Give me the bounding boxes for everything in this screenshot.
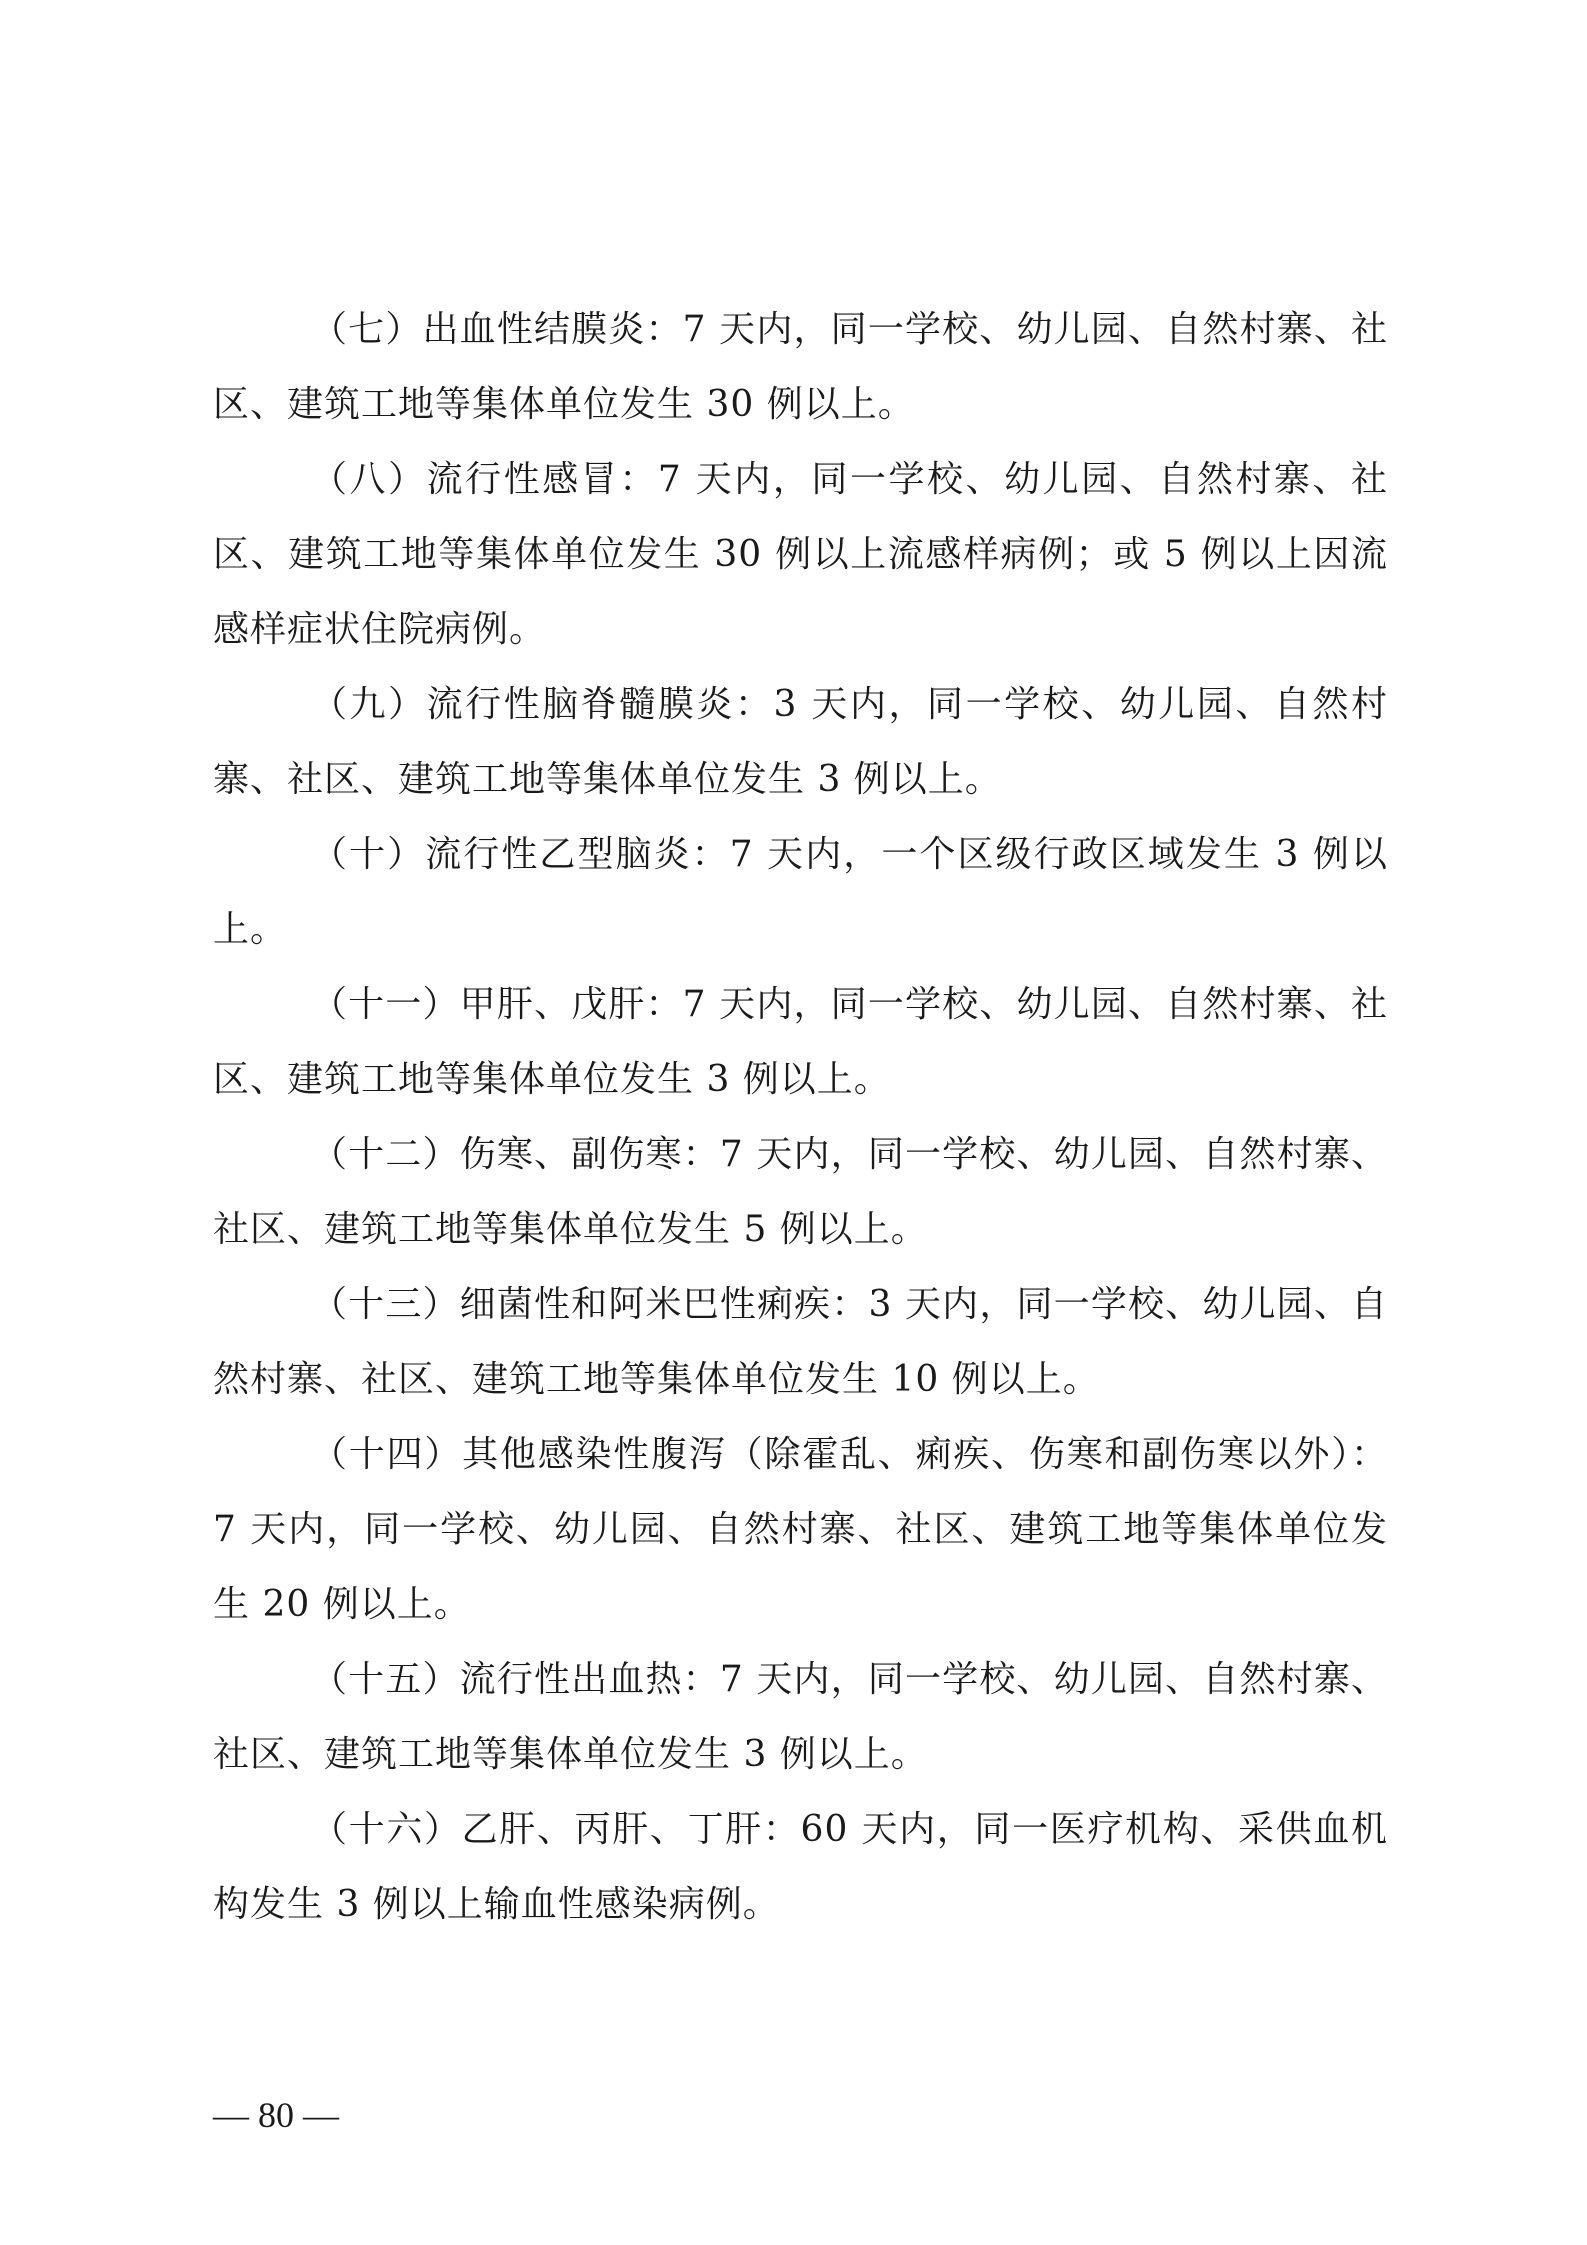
paragraph-item-8: （八）流行性感冒：7 天内，同一学校、幼儿园、自然村寨、社区、建筑工地等集体单位发生 30 例以上流感样病例；或 5 例以上因流感样症状住院病例。 [213,459,1388,650]
paragraph-item-14: （十四）其他感染性腹泻（除霍乱、痢疾、伤寒和副伤寒以外）：7 天内，同一学校、幼儿园、自然村寨、社区、建筑工地等集体单位发生 20 例以上。 [213,1434,1388,1625]
paragraph-item-16: （十六）乙肝、丙肝、丁肝：60 天内，同一医疗机构、采供血机构发生 3 例以上输血性感染病例。 [213,1809,1388,1925]
document-body [213,292,1388,1942]
paragraph-item-7: （七）出血性结膜炎：7 天内，同一学校、幼儿园、自然村寨、社区、建筑工地等集体单位发生 30 例以上。 [213,309,1388,425]
paragraph-item-10: （十）流行性乙型脑炎：7 天内，一个区级行政区域发生 3 例以上。 [213,834,1388,950]
paragraph-item-9: （九）流行性脑脊髓膜炎：3 天内，同一学校、幼儿园、自然村寨、社区、建筑工地等集体单位发生 3 例以上。 [213,684,1388,800]
paragraph-item-11: （十一）甲肝、戊肝：7 天内，同一学校、幼儿园、自然村寨、社区、建筑工地等集体单位发生 3 例以上。 [213,984,1388,1100]
page-number: — 80 — [213,2095,339,2135]
paragraph-item-13: （十三）细菌性和阿米巴性痢疾：3 天内，同一学校、幼儿园、自然村寨、社区、建筑工地等集体单位发生 10 例以上。 [213,1284,1388,1400]
paragraph-item-15: （十五）流行性出血热：7 天内，同一学校、幼儿园、自然村寨、社区、建筑工地等集体单位发生 3 例以上。 [213,1659,1388,1775]
paragraph-item-12: （十二）伤寒、副伤寒：7 天内，同一学校、幼儿园、自然村寨、社区、建筑工地等集体单位发生 5 例以上。 [213,1134,1388,1250]
